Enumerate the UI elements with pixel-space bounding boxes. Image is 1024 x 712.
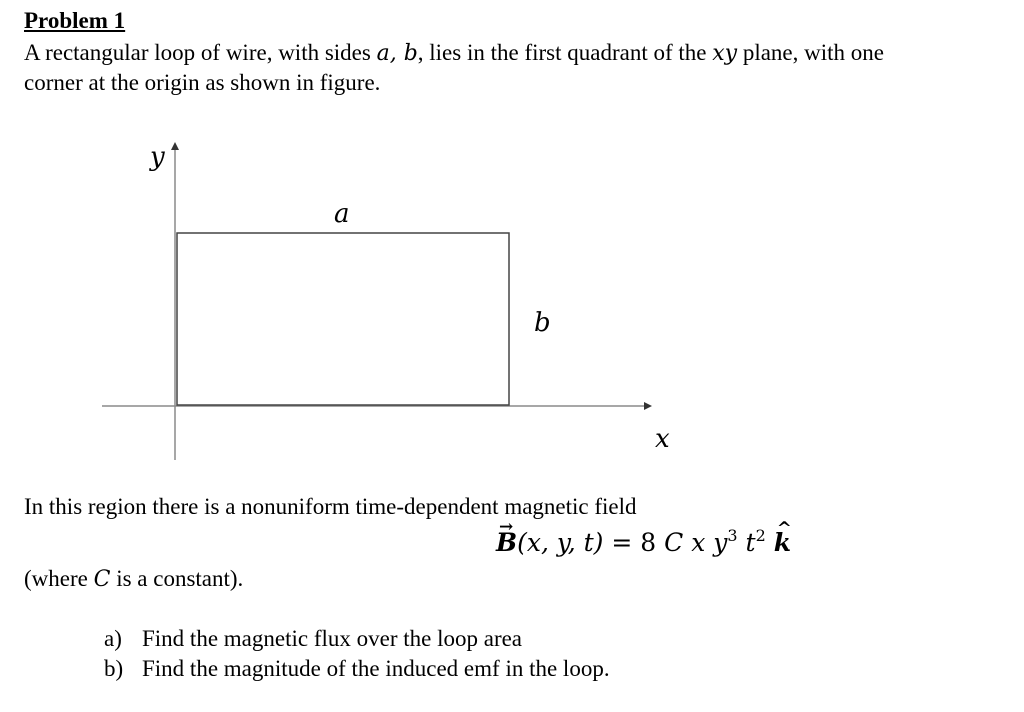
- intro-text-suffix: plane, with one: [737, 40, 884, 65]
- problem-title: Problem 1: [24, 8, 126, 33]
- x-axis-label: x: [655, 424, 670, 454]
- question-a-text: Find the magnetic flux over the loop area: [142, 626, 523, 651]
- wire-loop: [177, 233, 509, 405]
- formula-c: C: [664, 528, 684, 557]
- question-b: [104, 654, 610, 684]
- where-symbol: C: [93, 567, 111, 592]
- where-prefix: (where: [24, 566, 94, 591]
- y-axis-arrowhead: [171, 142, 179, 150]
- side-b-label: b: [534, 308, 551, 338]
- question-b-text: Find the magnitude of the induced emf in the loop.: [142, 656, 610, 681]
- intro-text-mid: , lies in the first quadrant of the: [417, 40, 713, 65]
- y-axis-label: y: [150, 142, 165, 172]
- formula-t-exponent: 2: [755, 526, 766, 545]
- b-vector-symbol: → B: [496, 526, 517, 560]
- formula-x: x: [691, 528, 706, 557]
- formula-t: t: [745, 528, 756, 557]
- field-description: In this region there is a nonuniform time-dependent magnetic field: [24, 494, 637, 519]
- formula-equals: = 8: [603, 528, 665, 557]
- side-a-label: a: [334, 199, 350, 229]
- intro-text-prefix: A rectangular loop of wire, with sides: [24, 40, 377, 65]
- x-axis-arrowhead: [644, 402, 652, 410]
- constant-note: [24, 564, 243, 595]
- magnetic-field-formula: [496, 526, 791, 560]
- intro-sides-symbols: a, b: [376, 41, 418, 66]
- formula-y: y: [713, 528, 728, 557]
- question-b-label: b): [104, 656, 124, 681]
- question-a-label: a): [104, 626, 122, 651]
- k-hat-symbol: ^ k: [774, 526, 791, 560]
- where-suffix: is a constant).: [110, 566, 244, 591]
- question-a: [104, 624, 522, 654]
- intro-line-2: corner at the origin as shown in figure.: [24, 70, 381, 95]
- formula-y-exponent: 3: [727, 526, 738, 545]
- intro-plane-symbol: xy: [712, 41, 738, 66]
- formula-args: (x, y, t): [517, 528, 604, 557]
